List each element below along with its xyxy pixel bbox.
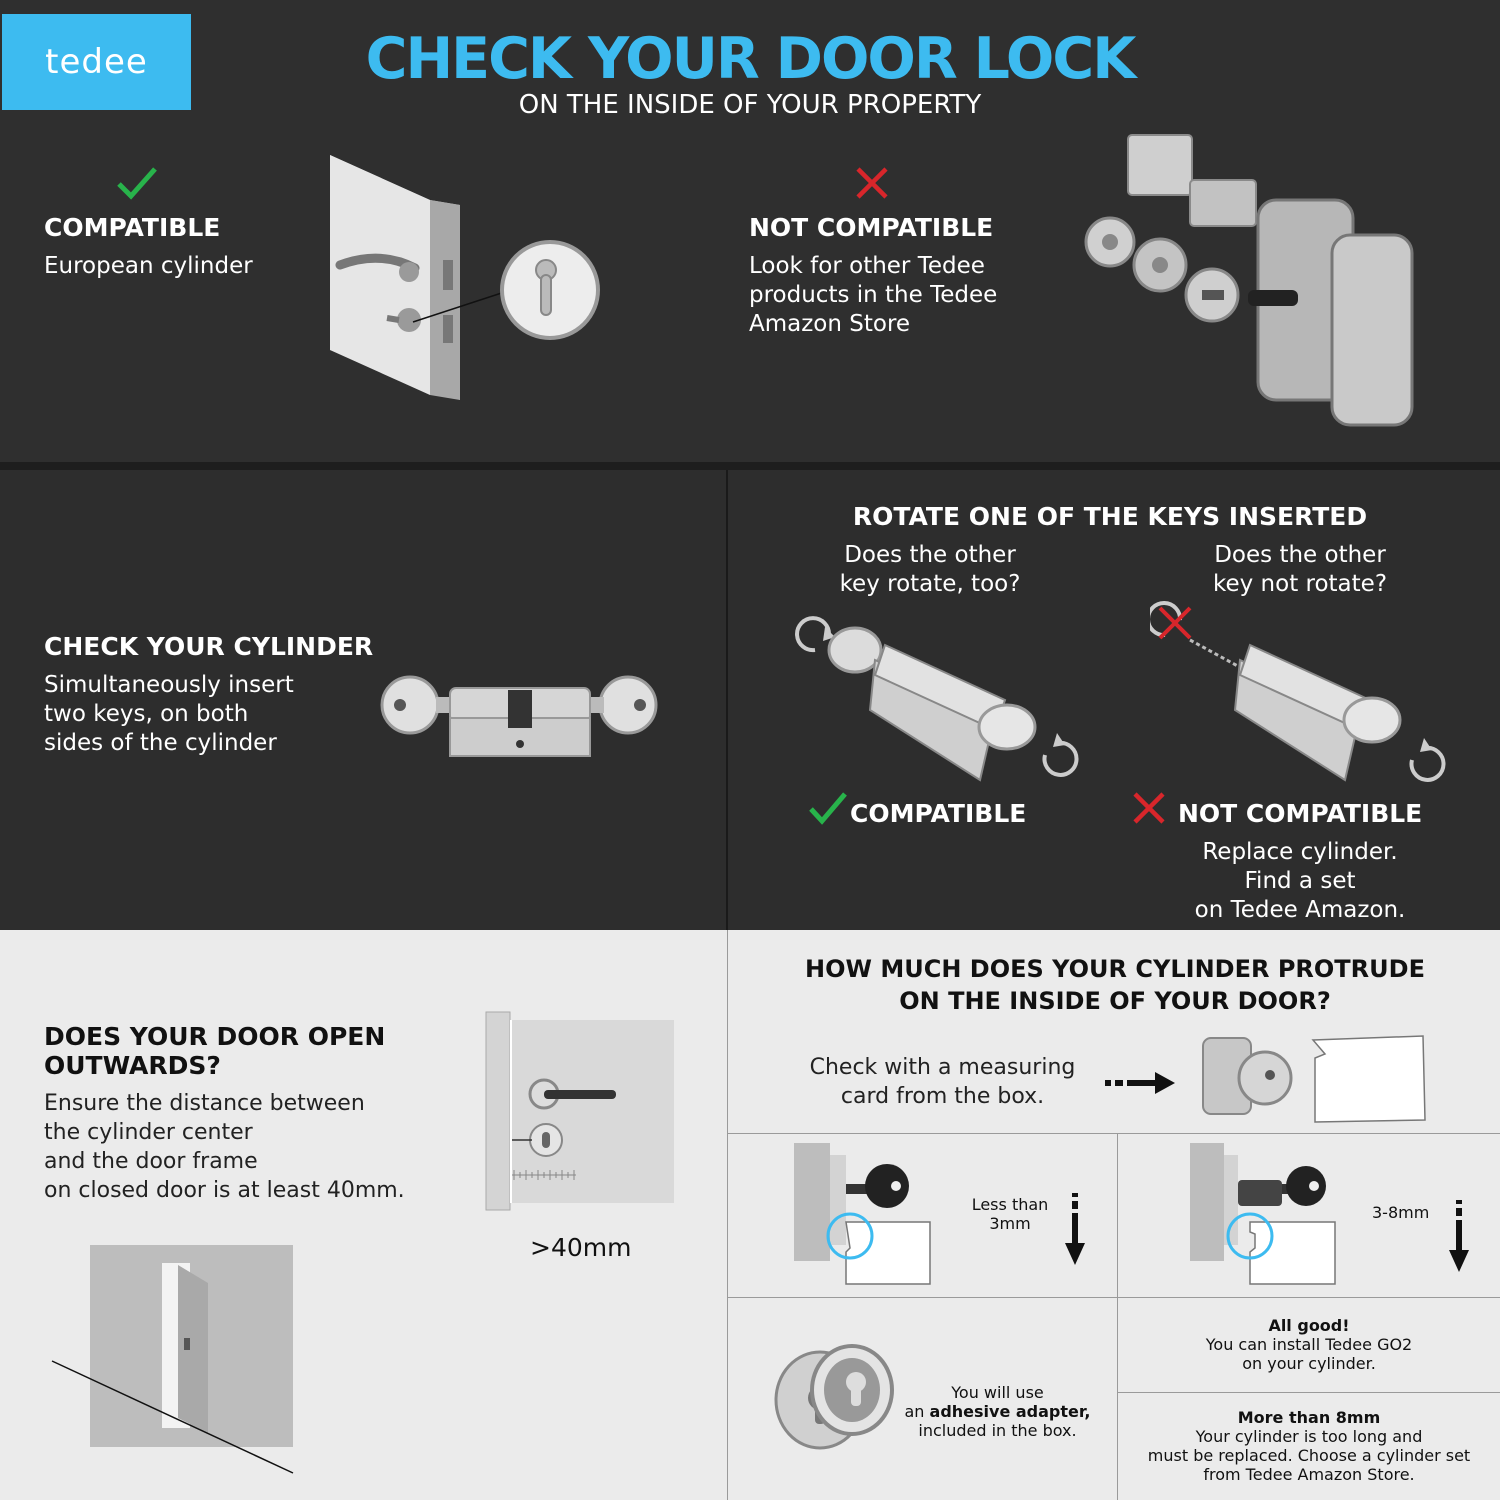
compatible-text: European cylinder xyxy=(44,253,253,279)
adapter-line-3: included in the box. xyxy=(918,1421,1077,1440)
check-mark-icon xyxy=(116,165,158,205)
compatible-heading: COMPATIBLE xyxy=(44,213,221,242)
door-open-line: Ensure the distance between xyxy=(44,1091,365,1116)
measuring-card-illustration xyxy=(1195,1030,1430,1129)
adapter-text xyxy=(895,1383,1100,1440)
adapter-line-2 xyxy=(895,1402,1100,1421)
rotate-compatible-label: COMPATIBLE xyxy=(850,799,1027,828)
less-than-line: Less than xyxy=(971,1195,1049,1214)
protrude-heading-line: ON THE INSIDE OF YOUR DOOR? xyxy=(899,987,1331,1015)
all-good-heading: All good! xyxy=(1268,1316,1350,1335)
door-cylinder-illustration xyxy=(325,150,615,409)
rotate-right-line: key not rotate? xyxy=(1212,571,1388,597)
bottom-vertical-divider xyxy=(727,930,728,1500)
measuring-card-line: card from the box. xyxy=(840,1084,1045,1109)
rotating-keys-illustration xyxy=(795,605,1080,794)
cross-mark-icon xyxy=(855,166,889,204)
less-than-3mm-illustration xyxy=(792,1140,937,1294)
protrude-heading xyxy=(740,953,1490,1017)
arrow-down-icon xyxy=(1064,1193,1086,1272)
arrow-right-icon xyxy=(1105,1071,1177,1099)
not-compatible-heading: NOT COMPATIBLE xyxy=(749,213,994,242)
adapter-line-2-bold: adhesive adapter, xyxy=(929,1402,1091,1421)
rotate-right-question xyxy=(1160,541,1440,599)
door-open-text xyxy=(44,1089,405,1205)
less-than-line: 3mm xyxy=(989,1214,1031,1233)
more-than-heading: More than 8mm xyxy=(1237,1408,1381,1427)
door-open-line: on closed door is at least 40mm. xyxy=(44,1178,405,1203)
top-panel-shadow xyxy=(0,462,1500,470)
outward-door-illustration xyxy=(50,1243,300,1479)
middle-divider xyxy=(726,470,728,930)
rotate-cross-icon xyxy=(1132,791,1166,829)
check-cylinder-line: Simultaneously insert xyxy=(44,672,294,698)
protrude-row-divider-1 xyxy=(728,1133,1500,1134)
rotate-left-line: Does the other xyxy=(844,542,1016,568)
not-compatible-line: products in the Tedee xyxy=(749,282,998,308)
protrude-row-divider-2 xyxy=(728,1297,1500,1298)
less-than-3mm-label xyxy=(955,1195,1065,1233)
adapter-line-2-prefix: an xyxy=(904,1402,930,1421)
not-compatible-text xyxy=(749,252,997,339)
check-cylinder-heading: CHECK YOUR CYLINDER xyxy=(44,632,374,661)
rotate-check-icon xyxy=(808,790,848,830)
replace-cylinder-text xyxy=(1160,838,1440,925)
door-open-heading-line: OUTWARDS? xyxy=(44,1051,221,1080)
check-cylinder-line: two keys, on both xyxy=(44,701,249,727)
all-good-line: You can install Tedee GO2 xyxy=(1205,1335,1413,1354)
brand-logo-text: tedee xyxy=(45,42,148,82)
arrow-down-icon xyxy=(1448,1200,1470,1279)
rotate-left-line: key rotate, too? xyxy=(839,571,1021,597)
non-rotating-keys-illustration xyxy=(1150,600,1450,789)
rotate-heading: ROTATE ONE OF THE KEYS INSERTED xyxy=(852,502,1368,531)
measuring-card-text xyxy=(770,1053,1115,1111)
cylinder-two-keys-illustration xyxy=(378,670,663,769)
door-open-line: the cylinder center xyxy=(44,1120,253,1145)
more-than-line: Your cylinder is too long and xyxy=(1195,1427,1423,1446)
replace-line: Replace cylinder. xyxy=(1202,839,1398,865)
more-than-line: from Tedee Amazon Store. xyxy=(1203,1465,1415,1484)
more-than-8mm-result xyxy=(1118,1408,1500,1484)
page-subtitle: ON THE INSIDE OF YOUR PROPERTY xyxy=(518,90,982,120)
adhesive-adapter-illustration xyxy=(772,1340,902,1459)
three-to-eight-mm-label: 3-8mm xyxy=(1372,1203,1430,1222)
adapter-line-1: You will use xyxy=(951,1383,1044,1402)
result-divider xyxy=(1117,1392,1500,1393)
protrude-heading-line: HOW MUCH DOES YOUR CYLINDER PROTRUDE xyxy=(805,955,1425,983)
rotate-left-question xyxy=(790,541,1070,599)
not-compatible-line: Look for other Tedee xyxy=(749,253,985,279)
rotate-right-line: Does the other xyxy=(1214,542,1386,568)
measure-label: >40mm xyxy=(530,1233,632,1262)
brand-logo xyxy=(2,14,191,110)
door-open-line: and the door frame xyxy=(44,1149,258,1174)
not-compatible-line: Amazon Store xyxy=(749,311,911,337)
page-title: CHECK YOUR DOOR LOCK xyxy=(365,26,1135,92)
three-to-eight-mm-illustration xyxy=(1188,1140,1338,1294)
door-open-heading-line: DOES YOUR DOOR OPEN xyxy=(44,1022,386,1051)
measuring-card-line: Check with a measuring xyxy=(809,1055,1076,1080)
check-cylinder-text xyxy=(44,671,294,758)
all-good-result xyxy=(1118,1316,1500,1373)
door-open-heading xyxy=(44,1022,385,1080)
door-frame-measure-illustration xyxy=(484,1010,679,1219)
all-good-line: on your cylinder. xyxy=(1242,1354,1376,1373)
check-cylinder-line: sides of the cylinder xyxy=(44,730,277,756)
other-locks-illustration xyxy=(1080,130,1420,434)
more-than-line: must be replaced. Choose a cylinder set xyxy=(1147,1446,1471,1465)
replace-line: on Tedee Amazon. xyxy=(1194,897,1406,923)
rotate-not-compatible-label: NOT COMPATIBLE xyxy=(1178,799,1423,828)
replace-line: Find a set xyxy=(1244,868,1356,894)
